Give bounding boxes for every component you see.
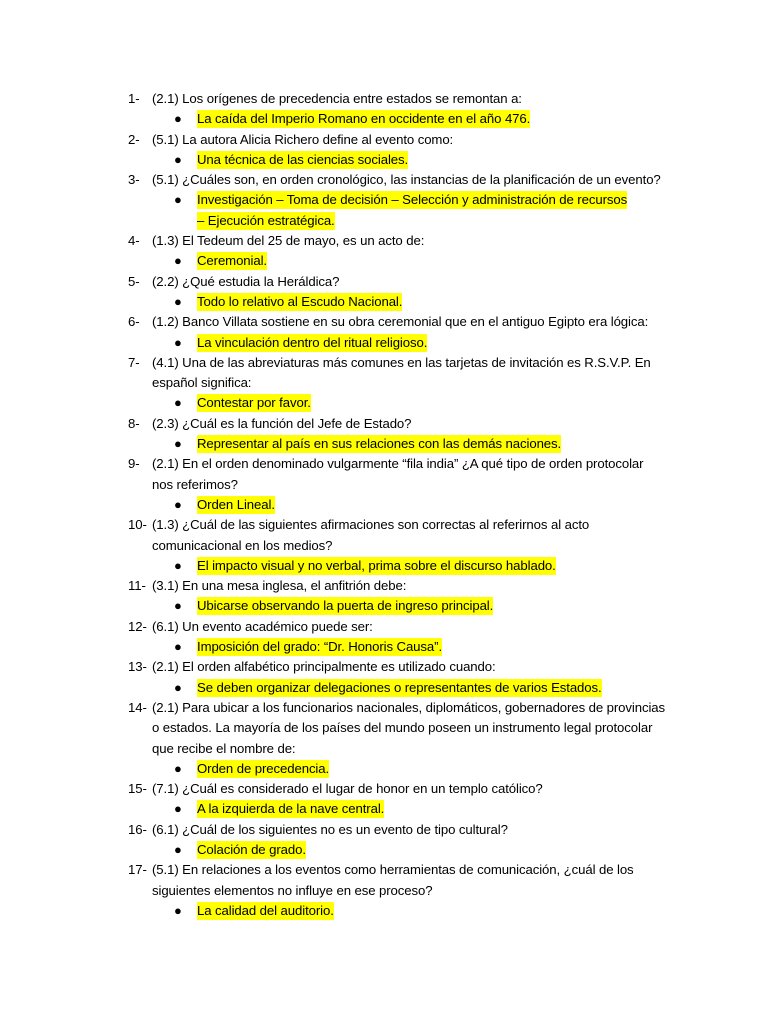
highlighted-answer: La caída del Imperio Romano en occidente en el año 476.: [197, 111, 531, 127]
question-text: [0, 454, 666, 495]
answer-item: [0, 393, 637, 413]
question-item: [0, 170, 768, 231]
question-label: (1.3) ¿Cuál de las siguientes afirmaciones son correctas al referirnos al acto comunicacional en los medios?: [152, 517, 590, 553]
question-item: [0, 414, 768, 455]
question-number: 8-: [128, 415, 140, 431]
question-label: (5.1) En relaciones a los eventos como herramientas de comunicación, ¿cuál de los siguientes elementos no influye en ese proceso?: [152, 862, 634, 898]
highlighted-answer: Una técnica de las ciencias sociales.: [197, 151, 409, 167]
question-number: 14-: [128, 699, 147, 715]
answer-item: [0, 292, 637, 312]
question-label: (1.3) El Tedeum del 25 de mayo, es un acto de:: [152, 233, 425, 249]
question-label: (2.1) En el orden denominado vulgarmente “fila india” ¿A qué tipo de orden protocolar nos referimos?: [152, 456, 644, 492]
question-label: (3.1) En una mesa inglesa, el anfitrión debe:: [152, 578, 407, 594]
question-list: [0, 89, 768, 921]
question-item: [0, 820, 768, 861]
question-item: [0, 89, 768, 130]
question-item: [0, 231, 768, 272]
answer-item: [0, 434, 637, 454]
question-text: [0, 312, 666, 332]
highlighted-answer: Orden de precedencia.: [197, 760, 330, 776]
highlighted-answer: Contestar por favor.: [197, 395, 311, 411]
question-label: (2.3) ¿Cuál es la función del Jefe de Estado?: [152, 415, 412, 431]
highlighted-answer: Colación de grado.: [197, 841, 306, 857]
question-item: [0, 779, 768, 820]
bullet-icon: ●: [174, 334, 182, 350]
answer-item: [0, 251, 637, 271]
answer-item: [0, 556, 637, 576]
question-item: [0, 657, 768, 698]
bullet-icon: ●: [174, 557, 182, 573]
question-label: (4.1) Una de las abreviaturas más comunes en las tarjetas de invitación es R.S.V.P. En español significa:: [152, 354, 651, 391]
bullet-icon: ●: [174, 192, 182, 208]
question-text: [0, 414, 666, 434]
question-item: [0, 617, 768, 658]
answer-item: [0, 678, 637, 698]
bullet-icon: ●: [174, 293, 182, 309]
question-number: 16-: [128, 821, 147, 837]
question-item: [0, 576, 768, 617]
question-text: [0, 272, 666, 292]
question-text: [0, 698, 666, 759]
question-label: (5.1) ¿Cuáles son, en orden cronológico, las instancias de la planificación de un evento?: [152, 172, 661, 188]
question-label: (2.1) Para ubicar a los funcionarios nacionales, diplomáticos, gobernadores de provincias o estados. La mayoría de los países del mundo poseen un instrumento legal protocolar que recibe el nombre de:: [152, 699, 666, 756]
answer-item: [0, 150, 637, 170]
question-item: [0, 312, 768, 353]
bullet-icon: ●: [174, 111, 182, 127]
answer-item: [0, 799, 637, 819]
highlighted-answer: Investigación – Toma de decisión – Selección y administración de recursos – Ejecución estratégica.: [197, 192, 628, 228]
question-number: 10-: [128, 517, 147, 533]
question-number: 13-: [128, 659, 147, 675]
answer-item: [0, 759, 637, 779]
bullet-icon: ●: [174, 841, 182, 857]
answer-item: [0, 109, 637, 129]
highlighted-answer: La calidad del auditorio.: [197, 902, 334, 918]
question-item: [0, 130, 768, 171]
highlighted-answer: Imposición del grado: “Dr. Honoris Causa”.: [197, 639, 443, 655]
question-number: 7-: [128, 354, 140, 370]
bullet-icon: ●: [174, 436, 182, 452]
bullet-icon: ●: [174, 801, 182, 817]
bullet-icon: ●: [174, 496, 182, 512]
highlighted-answer: A la izquierda de la nave central.: [197, 801, 385, 817]
highlighted-answer: Representar al país en sus relaciones con las demás naciones.: [197, 436, 562, 452]
question-number: 3-: [128, 172, 140, 188]
question-item: [0, 454, 768, 515]
highlighted-answer: Ubicarse observando la puerta de ingreso principal.: [197, 598, 494, 614]
bullet-icon: ●: [174, 679, 182, 695]
question-text: [0, 353, 666, 394]
question-label: (6.1) ¿Cuál de los siguientes no es un evento de tipo cultural?: [152, 821, 508, 837]
question-label: (2.1) El orden alfabético principalmente es utilizado cuando:: [152, 659, 496, 675]
question-text: [0, 130, 666, 150]
question-text: [0, 657, 666, 677]
answer-item: [0, 190, 637, 231]
question-number: 11-: [128, 578, 146, 594]
highlighted-answer: Ceremonial.: [197, 253, 267, 269]
bullet-icon: ●: [174, 902, 182, 918]
highlighted-answer: Se deben organizar delegaciones o representantes de varios Estados.: [197, 679, 602, 695]
question-text: [0, 820, 666, 840]
question-item: [0, 860, 768, 921]
answer-item: [0, 901, 637, 921]
bullet-icon: ●: [174, 151, 182, 167]
question-label: (1.2) Banco Villata sostiene en su obra ceremonial que en el antiguo Egipto era lógica:: [152, 314, 649, 330]
question-text: [0, 617, 666, 637]
bullet-icon: ●: [174, 395, 182, 411]
question-item: [0, 353, 768, 414]
answer-item: [0, 333, 637, 353]
question-number: 1-: [128, 91, 140, 106]
answer-item: [0, 596, 637, 616]
question-number: 6-: [128, 314, 140, 330]
question-text: [0, 860, 666, 901]
bullet-icon: ●: [174, 253, 182, 269]
question-text: [0, 576, 666, 596]
question-text: [0, 515, 666, 556]
question-number: 17-: [128, 862, 147, 878]
highlighted-answer: Todo lo relativo al Escudo Nacional.: [197, 293, 403, 309]
answer-item: [0, 495, 637, 515]
bullet-icon: ●: [174, 760, 182, 776]
answer-item: [0, 637, 637, 657]
question-text: [0, 231, 666, 251]
highlighted-answer: El impacto visual y no verbal, prima sobre el discurso hablado.: [197, 557, 556, 573]
question-item: [0, 698, 768, 779]
question-label: (2.2) ¿Qué estudia la Heráldica?: [152, 273, 340, 289]
question-label: (2.1) Los orígenes de precedencia entre estados se remontan a:: [152, 91, 522, 106]
question-number: 2-: [128, 131, 140, 147]
question-item: [0, 272, 768, 313]
bullet-icon: ●: [174, 598, 182, 614]
question-text: [0, 779, 666, 799]
document-page: [0, 89, 768, 921]
question-text: [0, 89, 666, 109]
answer-item: [0, 840, 637, 860]
question-label: (6.1) Un evento académico puede ser:: [152, 618, 373, 634]
question-number: 12-: [128, 618, 147, 634]
question-number: 5-: [128, 273, 140, 289]
bullet-icon: ●: [174, 639, 182, 655]
question-label: (5.1) La autora Alicia Richero define al evento como:: [152, 131, 454, 147]
question-text: [0, 170, 666, 190]
question-label: (7.1) ¿Cuál es considerado el lugar de honor en un templo católico?: [152, 781, 543, 797]
highlighted-answer: Orden Lineal.: [197, 496, 275, 512]
question-number: 9-: [128, 456, 140, 472]
highlighted-answer: La vinculación dentro del ritual religioso.: [197, 334, 428, 350]
question-number: 15-: [128, 781, 147, 797]
question-item: [0, 515, 768, 576]
question-number: 4-: [128, 233, 140, 249]
